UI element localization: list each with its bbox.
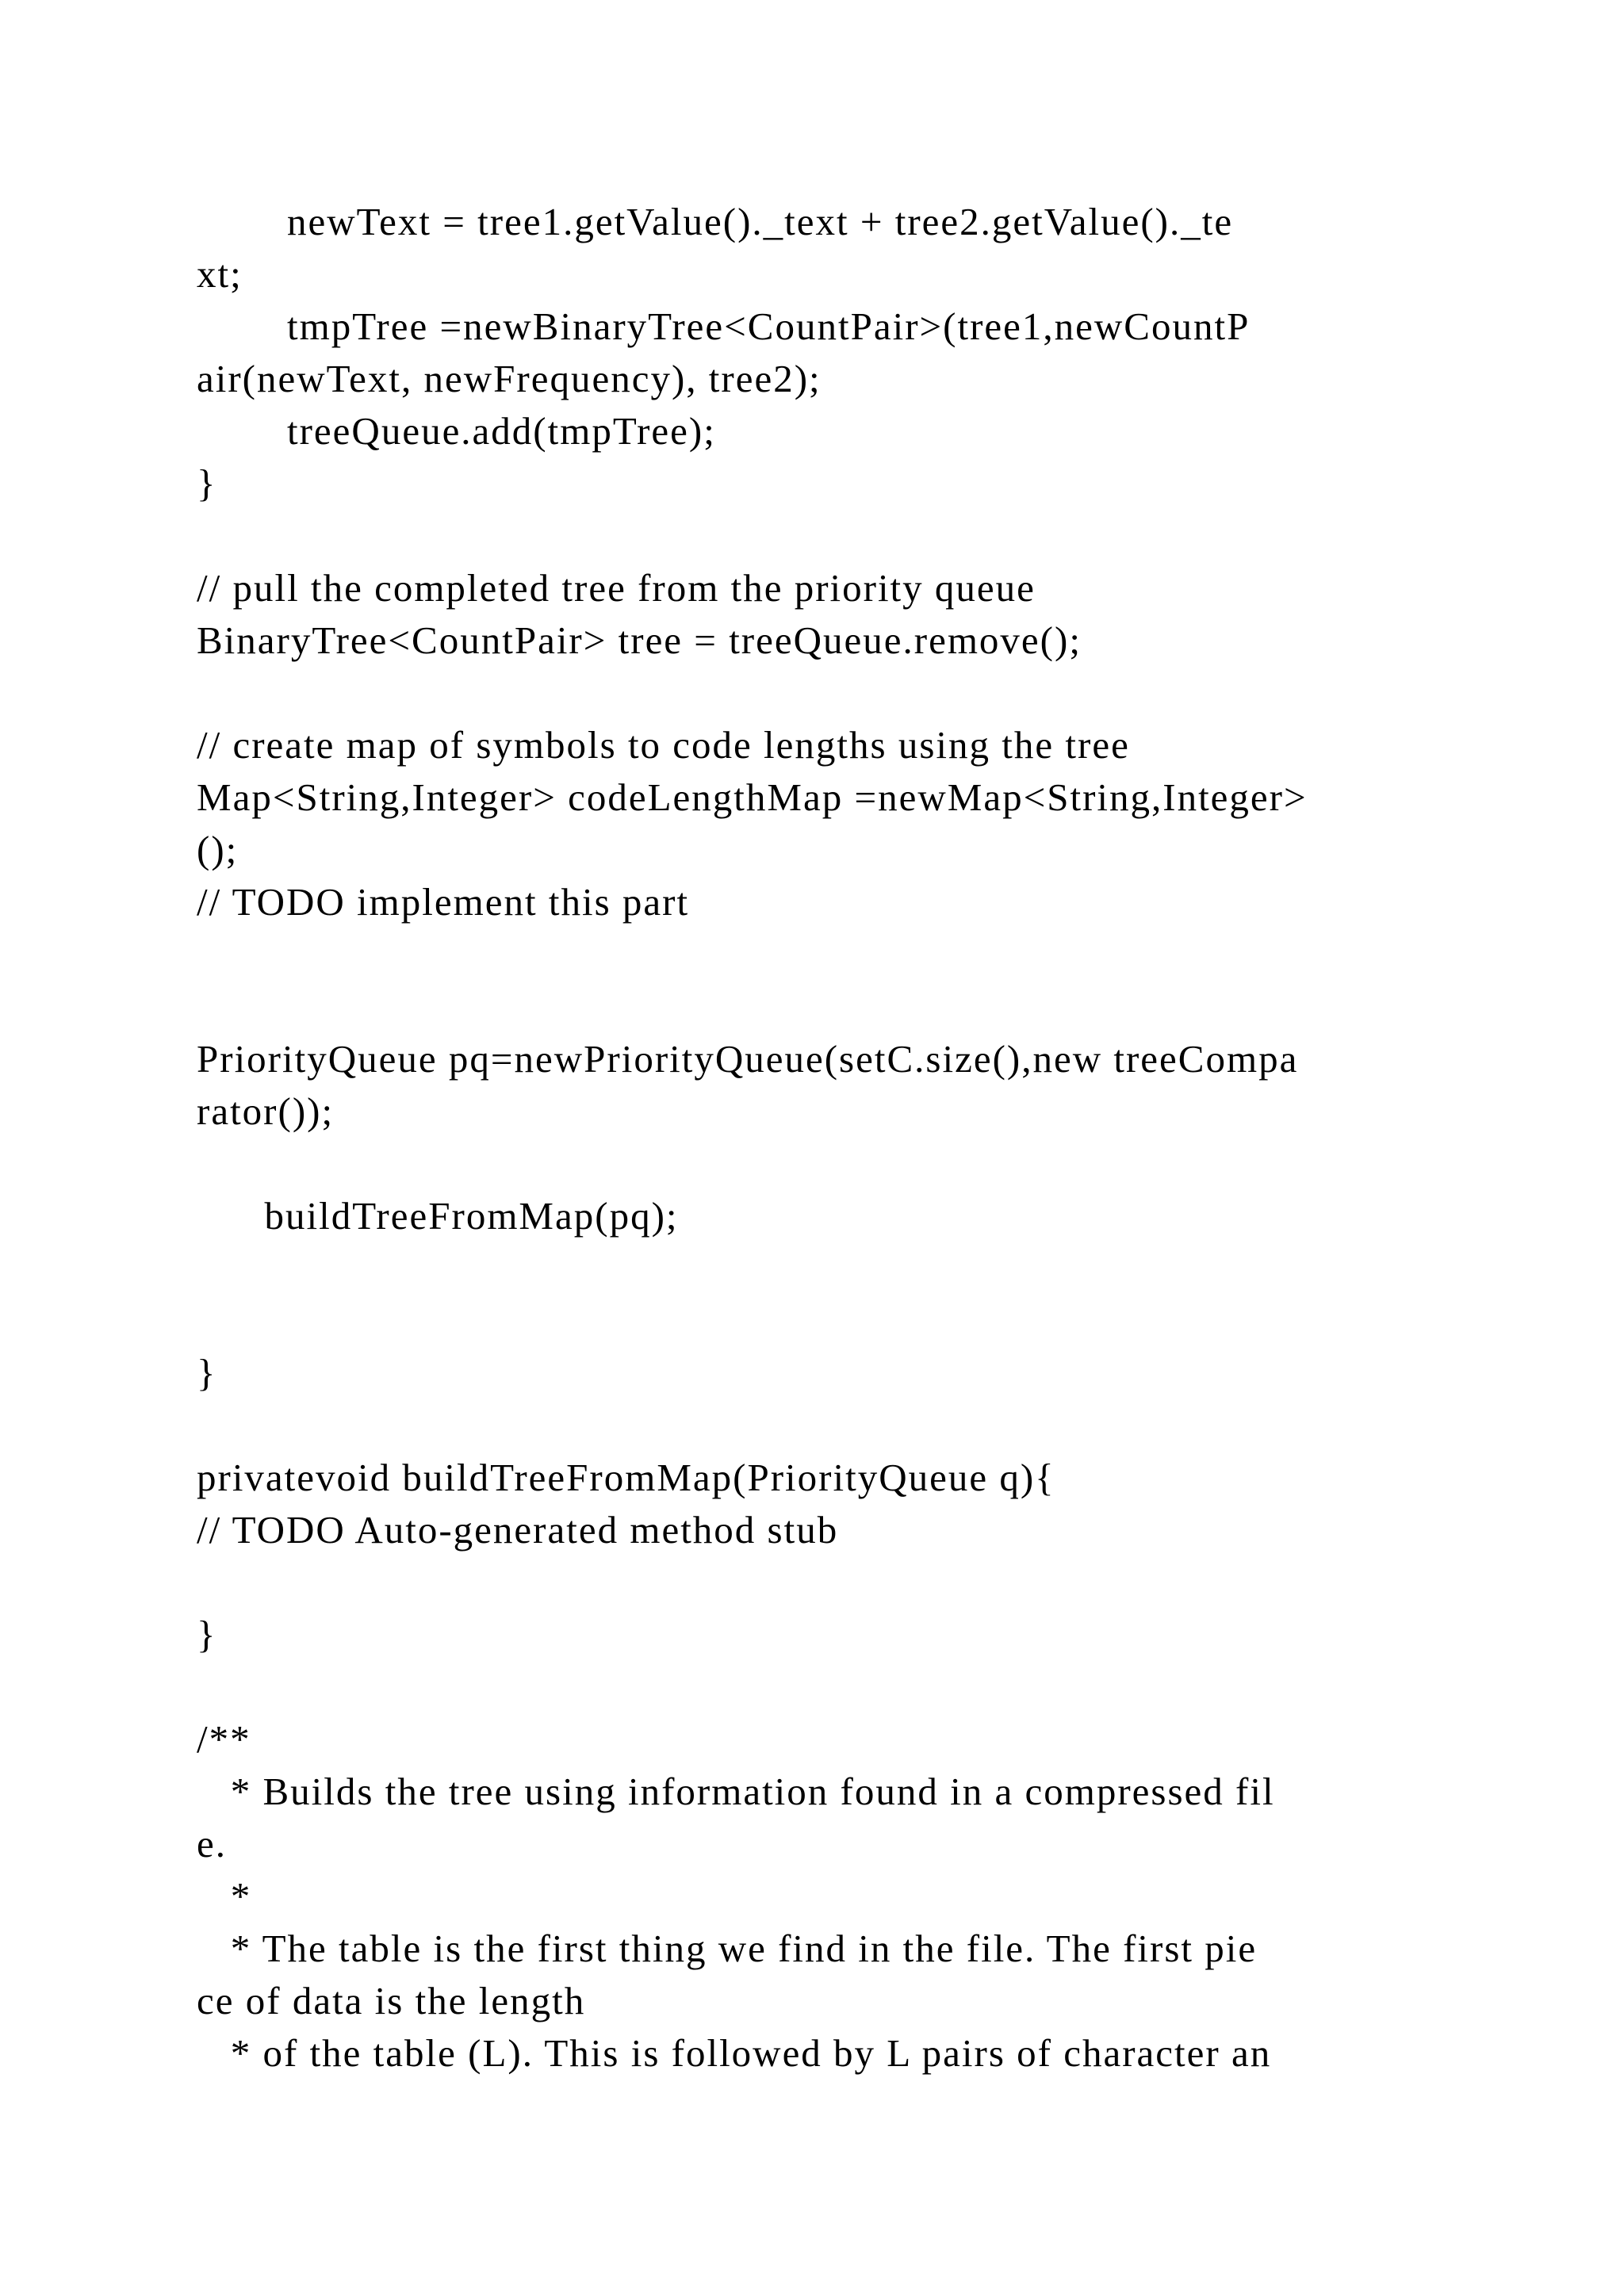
code-line: xt; [197,252,243,296]
comment-line: // TODO implement this part [197,880,690,924]
code-line: (); [197,828,239,871]
javadoc-line: * The table is the first thing we find in the file. The first pie [197,1927,1258,1970]
comment-line: // create map of symbols to code lengths using the tree [197,723,1130,767]
code-line: buildTreeFromMap(pq); [197,1194,679,1238]
comment-line: // pull the completed tree from the priority queue [197,566,1036,610]
javadoc-line: ce of data is the length [197,1979,586,2022]
closing-brace: } [197,461,217,505]
code-line: Map<String,Integer> codeLengthMap =newMap<String,Integer> [197,775,1308,819]
method-signature: privatevoid buildTreeFromMap(PriorityQueue q){ [197,1456,1055,1499]
closing-brace: } [197,1613,217,1656]
code-line: air(newText, newFrequency), tree2); [197,357,822,400]
javadoc-line: * [197,1874,252,1918]
closing-brace: } [197,1351,217,1395]
code-line: rator()); [197,1089,335,1133]
code-line: PriorityQueue pq=newPriorityQueue(setC.size(),new treeCompa [197,1037,1299,1081]
javadoc-start: /** [197,1717,251,1761]
comment-line: // TODO Auto-generated method stub [197,1508,839,1552]
code-line: newText = tree1.getValue()._text + tree2.getValue()._te [197,200,1234,243]
code-line: tmpTree =newBinaryTree<CountPair>(tree1,newCountP [197,304,1251,348]
javadoc-line: e. [197,1822,227,1866]
javadoc-line: * Builds the tree using information found in a compressed fil [197,1770,1275,1813]
javadoc-line: * of the table (L). This is followed by L pairs of character an [197,2031,1272,2075]
code-line: treeQueue.add(tmpTree); [197,409,716,453]
code-line: BinaryTree<CountPair> tree = treeQueue.remove(); [197,618,1082,662]
